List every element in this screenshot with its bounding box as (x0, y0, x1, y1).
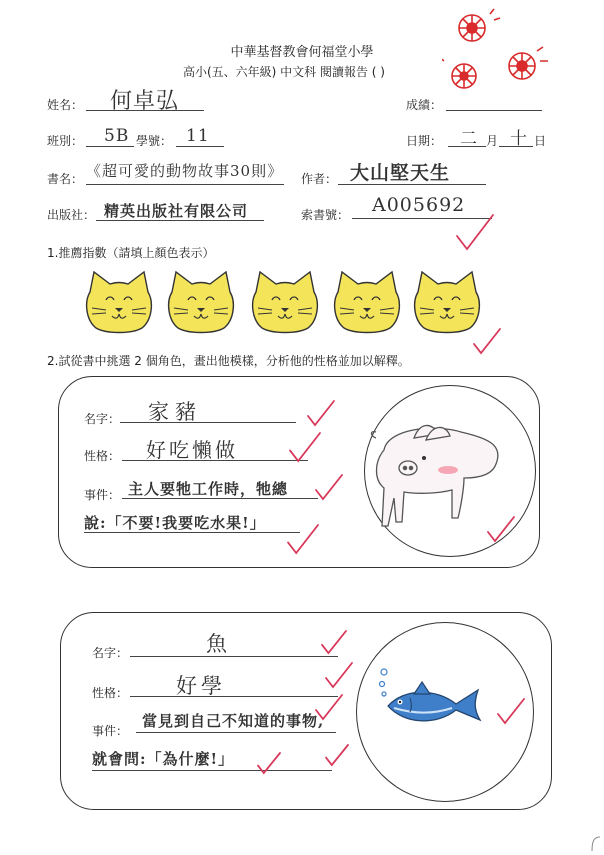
number-value: 11 (186, 126, 210, 146)
date-month-unit: 月 (486, 134, 499, 148)
character-1-personality-label: 性格： (84, 449, 121, 463)
character-1-event-label: 事件： (84, 488, 121, 502)
character-1-event-underline2 (84, 532, 300, 533)
date-day-unit: 日 (534, 134, 547, 148)
section1-title: 1.推薦指數（請填上顏色表示） (47, 246, 215, 260)
spider-stamp-icon (442, 6, 576, 106)
character-2-event-line2: 就會問:「為什麼!」 (92, 750, 235, 768)
character-2-name-underline (130, 656, 338, 657)
class-underline (86, 146, 134, 147)
date-month-value: 二 (460, 129, 478, 149)
check-mark-icon (256, 750, 282, 780)
fish-drawing (374, 664, 494, 734)
class-label: 班別： (47, 134, 84, 148)
school-title: 中華基督教會何福堂小學 (230, 45, 374, 60)
corner-mark-icon (590, 835, 602, 853)
name-value: 何卓弘 (110, 89, 180, 114)
character-1-event-line2: 說:「不要!我要吃水果!」 (84, 514, 266, 532)
cat-face-icon (164, 270, 238, 340)
publisher-value: 精英出版社有限公司 (104, 202, 249, 220)
check-mark-icon (306, 398, 336, 432)
book-value: 《超可愛的動物故事30則》 (86, 162, 284, 180)
character-1-event-underline1 (122, 498, 318, 499)
check-mark-icon (496, 696, 526, 730)
section2-title: 2.試從書中挑選 2 個角色，畫出他模樣，分析他的性格並加以解釋。 (47, 354, 410, 368)
check-mark-icon (320, 628, 348, 660)
date-label: 日期： (406, 134, 443, 148)
character-2-name: 魚 (206, 632, 228, 656)
character-2-event-line1: 當見到自己不知道的事物, (142, 712, 325, 730)
cat-face-icon (248, 270, 322, 340)
publisher-underline (96, 220, 264, 221)
character-2-personality-underline (130, 696, 338, 697)
call-no-label: 索書號： (301, 208, 350, 222)
check-mark-icon (286, 522, 320, 560)
date-day-underline (499, 146, 533, 147)
character-1-name-underline (120, 422, 296, 423)
author-underline (338, 184, 486, 185)
author-value: 大山堅天生 (350, 162, 451, 184)
call-no-value: A005692 (372, 194, 466, 216)
class-value: 5B (104, 126, 130, 146)
character-1-personality-underline (122, 460, 308, 461)
check-mark-icon (324, 742, 350, 772)
grade-underline (446, 110, 542, 111)
character-1-event-line1: 主人要牠工作時，牠總 (128, 480, 289, 498)
character-2-event-underline1 (136, 732, 336, 733)
date-day-value: 十 (510, 129, 528, 149)
number-label: 學號： (136, 134, 173, 148)
book-label: 書名： (47, 172, 84, 186)
check-mark-icon (288, 430, 322, 468)
check-mark-icon (486, 514, 516, 548)
character-1-name: 家豬 (148, 400, 202, 424)
number-underline (176, 146, 224, 147)
check-mark-icon (314, 692, 344, 726)
character-2-event-label: 事件： (92, 724, 129, 738)
cat-face-icon (82, 270, 156, 340)
book-underline (86, 184, 284, 185)
character-2-personality: 好學 (176, 674, 226, 698)
character-1-personality: 好吃懶做 (146, 438, 238, 462)
name-underline (86, 110, 204, 111)
cat-face-icon (330, 270, 404, 340)
character-2-personality-label: 性格： (92, 686, 129, 700)
check-mark-icon (472, 326, 502, 360)
grade-label: 成績： (406, 98, 443, 112)
date-month-underline (448, 146, 486, 147)
character-2-event-underline2 (92, 770, 332, 771)
pig-drawing (366, 418, 516, 528)
character-1-name-label: 名字： (84, 412, 121, 426)
author-label: 作者： (301, 172, 338, 186)
check-mark-icon (314, 472, 344, 506)
report-subtitle: 高小(五、六年級) 中文科 閱讀報告 ( ) (183, 65, 385, 79)
character-2-name-label: 名字： (92, 646, 129, 660)
publisher-label: 出版社： (47, 208, 96, 222)
name-label: 姓名： (47, 98, 84, 112)
check-mark-icon (324, 660, 354, 694)
check-mark-icon (455, 212, 495, 256)
